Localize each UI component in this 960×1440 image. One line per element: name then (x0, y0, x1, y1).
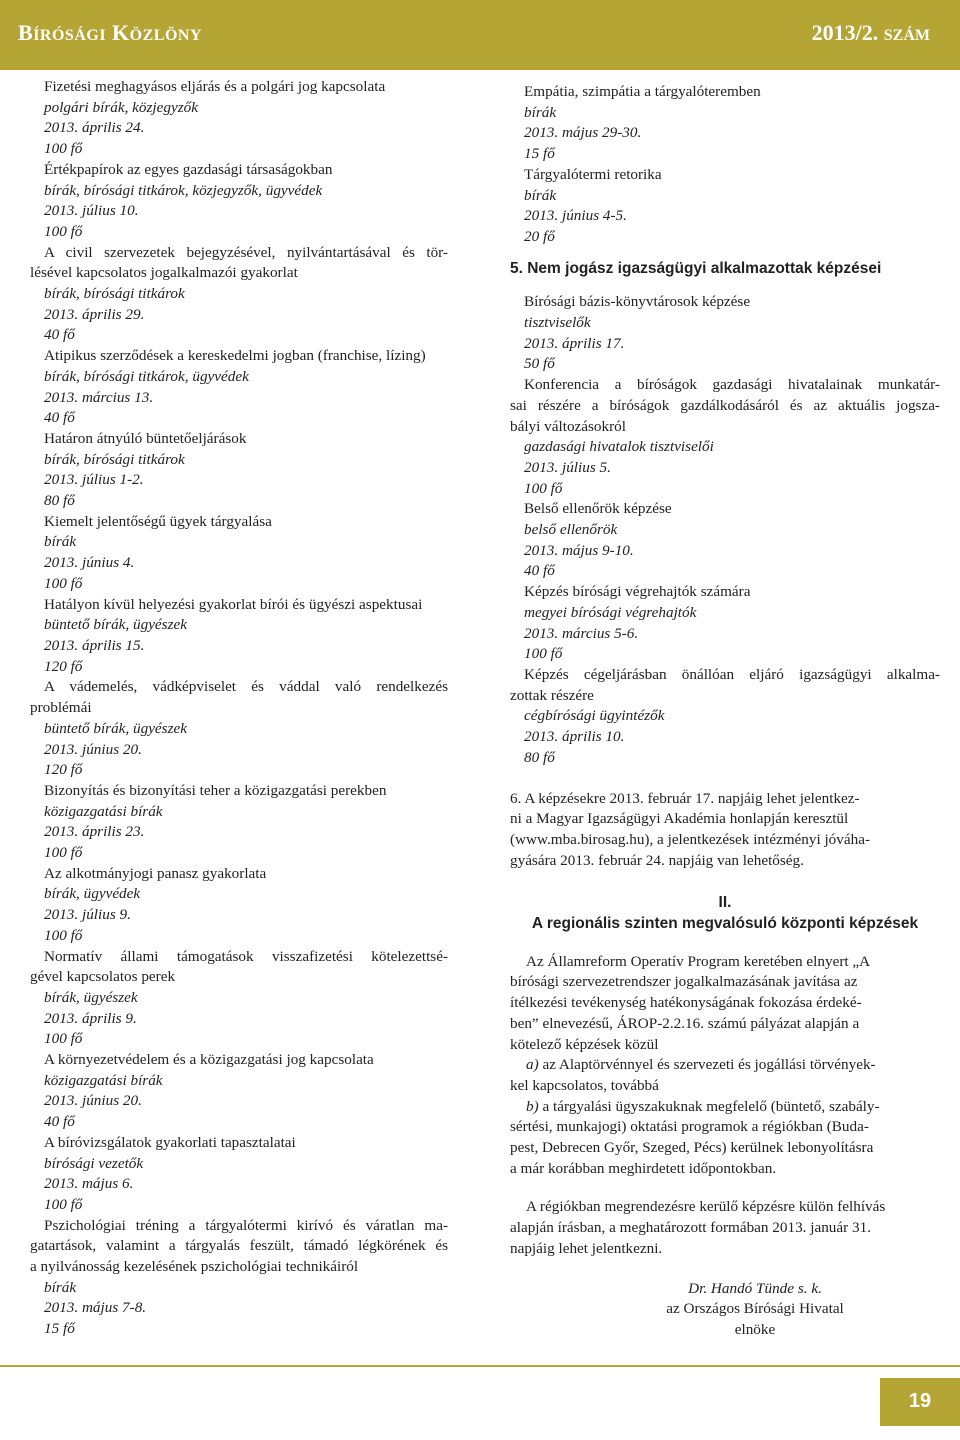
course-date: 2013. május 7-8. (44, 1299, 147, 1317)
course-count: 20 fő (524, 227, 555, 245)
course-entry (510, 499, 940, 582)
course-title: bályi változásokról (510, 417, 626, 435)
part-2-title: A regionális szinten megvalósuló központi képzések (531, 915, 919, 933)
course-entry (30, 160, 448, 243)
course-date: 2013. május 6. (44, 1175, 134, 1193)
item-b-text: a tárgyalási ügyszakuknak megfelelő (büntető, szabály- (542, 1097, 880, 1115)
course-audience: bírák (44, 1278, 77, 1296)
signature (570, 1279, 940, 1341)
course-count: 40 fő (44, 326, 75, 344)
course-title: Tárgyalótermi retorika (524, 165, 662, 183)
course-audience: bírósági vezetők (44, 1154, 144, 1172)
course-count: 100 fő (524, 645, 563, 663)
point-6-line: ni a Magyar Igazságügyi Akadémia honlapján keresztül (510, 810, 849, 828)
course-count: 15 fő (44, 1320, 75, 1338)
item-a-label: a) (526, 1056, 539, 1074)
course-title: a nyilvánosság kezelésének pszichológiai technikáiról (30, 1258, 359, 1276)
paragraph-line: ben” elnevezésű, ÁROP-2.2.16. számú pályázat alapján a (510, 1014, 860, 1032)
course-entry (30, 595, 448, 678)
course-audience: bírák (524, 186, 557, 204)
course-date: 2013. április 9. (44, 1009, 137, 1027)
course-title: Konferencia a bíróságok gazdasági hivatalainak munkatár- (524, 376, 940, 394)
course-entry (510, 165, 940, 248)
course-date: 2013. július 10. (44, 202, 139, 220)
course-entry (30, 864, 448, 947)
course-audience: bírák, bírósági titkárok, ügyvédek (44, 367, 249, 385)
course-audience: büntető bírák, ügyészek (44, 719, 187, 737)
part-2-closing-paragraph (510, 1197, 940, 1259)
item-b (510, 1097, 940, 1118)
right-column (510, 82, 940, 1341)
course-audience: közigazgatási bírák (44, 802, 163, 820)
course-date: 2013. június 4-5. (524, 207, 627, 225)
paragraph-line: alapján írásban, a meghatározott formában 2013. január 31. (510, 1219, 871, 1237)
course-count: 100 fő (44, 574, 83, 592)
course-date: 2013. március 5-6. (524, 624, 639, 642)
issue-number: 2013/2. SZÁM (811, 20, 930, 45)
course-entry (30, 346, 448, 429)
course-count: 100 fő (44, 222, 83, 240)
course-entry (30, 1050, 448, 1133)
course-count: 80 fő (44, 492, 75, 510)
course-date: 2013. július 5. (524, 458, 611, 476)
footer-divider (0, 1365, 960, 1367)
course-audience: bírák (524, 103, 557, 121)
signature-name: Dr. Handó Tünde s. k. (688, 1279, 822, 1297)
course-date: 2013. június 4. (44, 554, 135, 572)
course-entry (510, 82, 940, 165)
course-title: Kiemelt jelentőségű ügyek tárgyalása (44, 512, 272, 530)
course-audience: közigazgatási bírák (44, 1071, 163, 1089)
course-count: 50 fő (524, 355, 555, 373)
course-title: gatartások, valamint a tárgyalás feszült, támadó légkörének és (30, 1237, 448, 1255)
course-title: Belső ellenőrök képzése (524, 500, 672, 518)
signature-title: az Országos Bírósági Hivatal (666, 1300, 844, 1318)
left-column (30, 77, 448, 1340)
page-header (0, 0, 960, 70)
course-entry (30, 512, 448, 595)
point-6-line: gyására 2013. február 24. napjáig van lehetőség. (510, 851, 804, 869)
point-6-line: (www.mba.birosag.hu), a jelentkezések intézményi jóváha- (510, 830, 871, 848)
course-date: 2013. március 13. (44, 388, 154, 406)
part-2-paragraph (510, 952, 940, 1180)
course-entry (30, 1133, 448, 1216)
course-audience: tisztviselők (524, 314, 591, 332)
course-entry (30, 947, 448, 1051)
course-entry (510, 582, 940, 665)
course-count: 100 fő (524, 479, 563, 497)
course-count: 100 fő (44, 1195, 83, 1213)
course-title: gével kapcsolatos perek (30, 968, 176, 986)
course-audience: büntető bírák, ügyészek (44, 616, 187, 634)
page-number-box (880, 1378, 960, 1426)
course-title: A környezetvédelem és a közigazgatási jog kapcsolata (44, 1051, 374, 1069)
course-count: 120 fő (44, 761, 83, 779)
course-date: 2013. június 20. (44, 1092, 142, 1110)
course-entry (510, 292, 940, 375)
course-date: 2013. június 20. (44, 740, 142, 758)
item-a (510, 1055, 940, 1076)
paragraph-line: kötelező képzések közül (510, 1035, 659, 1053)
course-title: A civil szervezetek bejegyzésével, nyilvántartásával és tör- (44, 243, 448, 261)
course-audience: polgári bírák, közjegyzők (44, 98, 198, 116)
course-title: Pszichológiai tréning a tárgyalótermi kirívó és váratlan ma- (44, 1216, 448, 1234)
course-audience: cégbírósági ügyintézők (524, 707, 665, 725)
course-title: Az alkotmányjogi panasz gyakorlata (44, 864, 267, 882)
item-a-text: az Alaptörvénnyel és szervezeti és jogállási törvények- (542, 1056, 876, 1074)
course-title: Bizonyítás és bizonyítási teher a közigazgatási perekben (44, 781, 387, 799)
course-date: 2013. április 17. (524, 334, 625, 352)
course-entry (30, 243, 448, 347)
course-entry (30, 429, 448, 512)
course-entry (30, 77, 448, 160)
course-audience: bírák, bírósági titkárok (44, 285, 185, 303)
course-count: 40 fő (44, 1113, 75, 1131)
course-count: 40 fő (524, 562, 555, 580)
course-audience: bírák, bírósági titkárok (44, 450, 185, 468)
course-title: problémái (30, 699, 92, 717)
course-audience: bírák (44, 533, 77, 551)
course-title: Képzés cégeljárásban önállóan eljáró igazságügyi alkalma- (524, 665, 940, 683)
course-title: Képzés bírósági végrehajtók számára (524, 583, 751, 601)
course-audience: gazdasági hivatalok tisztviselői (524, 438, 714, 456)
course-title: Fizetési meghagyásos eljárás és a polgári jog kapcsolata (44, 78, 386, 95)
course-date: 2013. július 1-2. (44, 471, 144, 489)
course-title: Értékpapírok az egyes gazdasági társaságokban (44, 160, 333, 178)
course-count: 120 fő (44, 657, 83, 675)
course-count: 100 fő (44, 844, 83, 862)
paragraph-line: sértési, munkajogi) oktatási programok a régiókban (Buda- (510, 1118, 869, 1136)
journal-title: BÍRÓSÁGI KÖZLÖNY (18, 20, 203, 45)
course-title: Normatív állami támogatások visszafizetési kötelezettsé- (44, 947, 448, 965)
paragraph-line: A régiókban megrendezésre kerülő képzésre külön felhívás (526, 1198, 886, 1216)
paragraph-line: pest, Debrecen Győr, Szeged, Pécs) kerülnek lebonyolításra (510, 1139, 874, 1157)
course-audience: bírák, bírósági titkárok, közjegyzők, ügyvédek (44, 181, 323, 199)
course-title: Hatályon kívül helyezési gyakorlat bírói és ügyészi aspektusai (44, 595, 423, 613)
course-title: Határon átnyúló büntetőeljárások (44, 429, 247, 447)
course-count: 100 fő (44, 1030, 83, 1048)
course-audience: bírák, ügyvédek (44, 885, 141, 903)
course-list-top (510, 82, 940, 248)
course-date: 2013. április 23. (44, 823, 145, 841)
course-count: 15 fő (524, 145, 555, 163)
course-date: 2013. április 24. (44, 119, 145, 137)
course-title: lésével kapcsolatos jogalkalmazói gyakorlat (30, 264, 298, 282)
course-title: zottak részére (510, 686, 594, 704)
paragraph-line: Az Államreform Operatív Program keretében elnyert „A (526, 952, 871, 970)
course-title: sai részére a bíróságok gazdálkodásáról és az aktuális jogsza- (510, 396, 940, 414)
paragraph-line: ítélkezési tevékenység hatékonyságának fokozása érdeké- (510, 994, 862, 1012)
course-count: 40 fő (44, 409, 75, 427)
signature-role: elnöke (734, 1320, 776, 1338)
section-5-title: 5. Nem jogász igazságügyi alkalmazottak képzései (510, 259, 882, 277)
course-title: Empátia, szimpátia a tárgyalóteremben (524, 83, 761, 100)
course-audience: belső ellenőrök (524, 521, 618, 539)
page-number: 19 (908, 1390, 932, 1412)
course-date: 2013. május 29-30. (524, 124, 642, 142)
paragraph-line: a már korábban meghirdetett időpontokban. (510, 1159, 777, 1177)
course-date: 2013. április 29. (44, 305, 145, 323)
point-6 (510, 789, 940, 872)
course-entry (30, 677, 448, 781)
paragraph-line: napjáig lehet jelentkezni. (510, 1239, 663, 1257)
course-audience: bírák, ügyészek (44, 988, 138, 1006)
course-count: 100 fő (44, 926, 83, 944)
course-entry (510, 375, 940, 499)
course-title: Bírósági bázis-könyvtárosok képzése (524, 293, 751, 311)
course-entry (510, 665, 940, 769)
part-2-numeral: II. (718, 894, 732, 912)
course-title: Atipikus szerződések a kereskedelmi jogban (franchise, lízing) (44, 347, 426, 365)
course-date: 2013. április 10. (524, 728, 625, 746)
point-6-line: 6. A képzésekre 2013. február 17. napjáig lehet jelentkez- (510, 789, 860, 807)
course-title: A vádemelés, vádképviselet és váddal való rendelkezés (44, 678, 448, 696)
course-count: 100 fő (44, 140, 83, 158)
paragraph-line: bírósági szervezetrendszer jogalkalmazásának javítása az (510, 973, 858, 991)
course-title: A bíróvizsgálatok gyakorlati tapasztalatai (44, 1133, 296, 1151)
course-entry (30, 1216, 448, 1340)
course-date: 2013. április 15. (44, 636, 145, 654)
course-list-section-5 (510, 292, 940, 768)
item-b-label: b) (526, 1097, 539, 1115)
course-count: 80 fő (524, 748, 555, 766)
course-date: 2013. május 9-10. (524, 541, 634, 559)
course-entry (30, 781, 448, 864)
course-date: 2013. július 9. (44, 906, 131, 924)
course-audience: megyei bírósági végrehajtók (524, 603, 697, 621)
paragraph-line: kel kapcsolatos, továbbá (510, 1076, 659, 1094)
